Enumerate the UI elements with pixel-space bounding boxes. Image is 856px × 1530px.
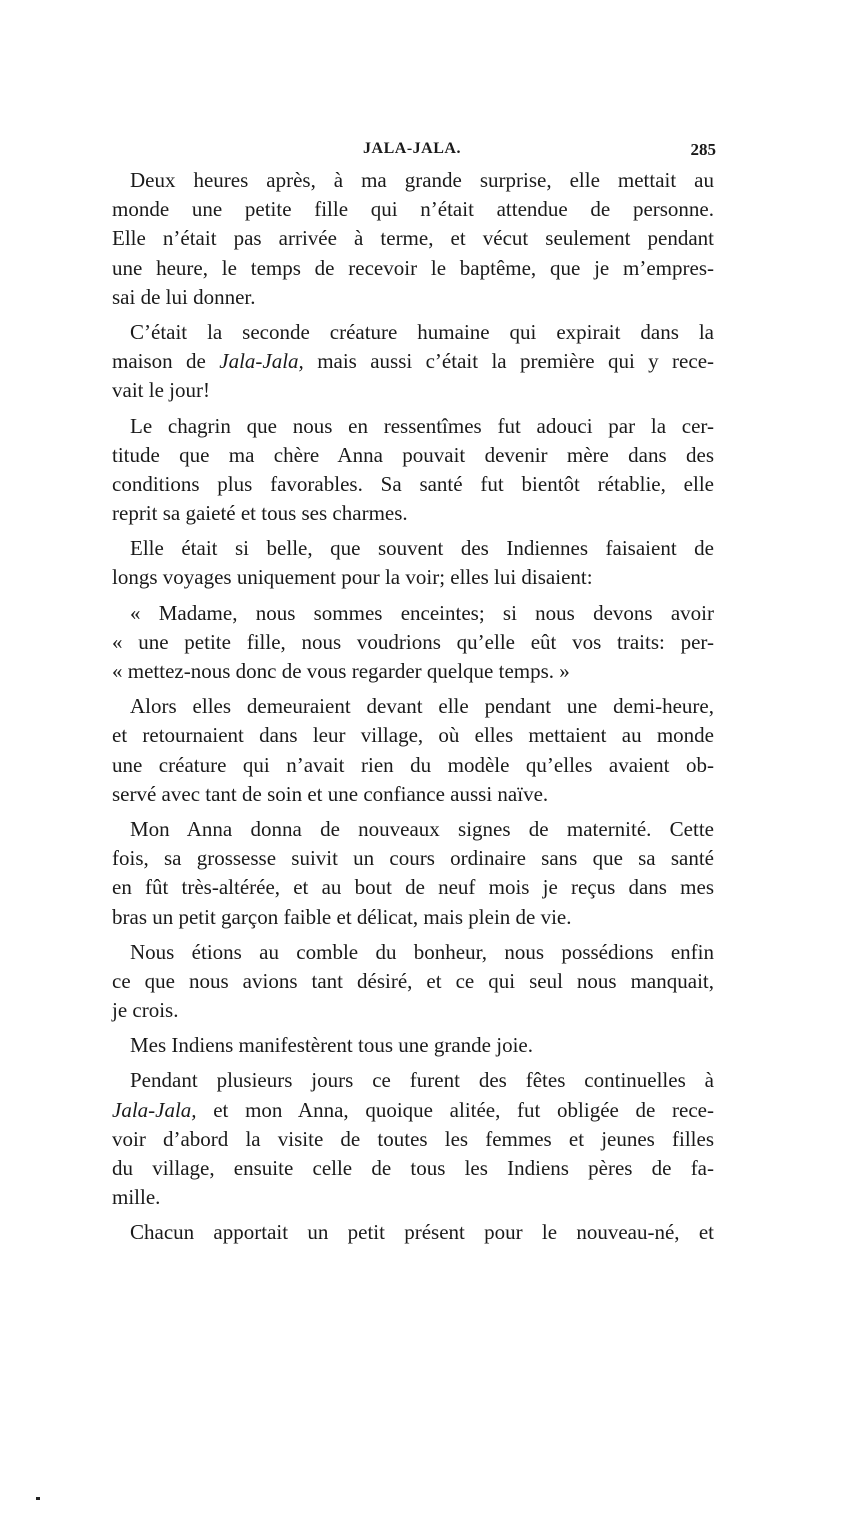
text-line	[112, 628, 714, 657]
text-line	[112, 751, 714, 780]
paragraph	[112, 815, 714, 932]
text-line	[112, 1066, 714, 1095]
text-segment: une heure, le temps de recevoir le baptême, que je m’empres-	[112, 255, 714, 280]
text-segment: maison de	[112, 349, 220, 374]
text-line	[112, 815, 714, 844]
text-segment: voir d’abord la visite de toutes les femmes et jeunes filles	[112, 1126, 714, 1151]
text-segment: « Madame, nous sommes enceintes; si nous devons avoir	[130, 600, 714, 625]
text-line	[112, 692, 714, 721]
text-segment: Mon Anna donna de nouveaux signes de maternité. Cette	[130, 816, 714, 841]
text-line	[112, 283, 714, 312]
text-line	[112, 499, 714, 528]
body-text	[112, 166, 714, 1254]
text-line	[112, 254, 714, 283]
text-segment: longs voyages uniquement pour la voir; elles lui disaient:	[112, 565, 593, 590]
paragraph	[112, 166, 714, 312]
text-segment: servé avec tant de soin et une confiance aussi naïve.	[112, 781, 549, 806]
scan-speck	[36, 1497, 40, 1500]
text-segment: « une petite fille, nous voudrions qu’elle eût vos traits: per-	[112, 629, 714, 654]
text-line	[112, 412, 714, 441]
text-segment: monde une petite fille qui n’était attendue de personne.	[112, 197, 714, 222]
text-line	[112, 563, 714, 592]
text-segment: et retournaient dans leur village, où elles mettaient au monde	[112, 723, 714, 748]
text-line	[112, 1096, 714, 1125]
text-line	[112, 780, 714, 809]
text-line	[112, 1218, 714, 1247]
text-segment: mais aussi c’était la première qui y rece-	[303, 349, 715, 374]
text-segment: Elle n’était pas arrivée à terme, et vécut seulement pendant	[112, 226, 714, 251]
page-header	[112, 140, 716, 166]
text-segment: Chacun apportait un petit présent pour le nouveau-né, et	[130, 1220, 714, 1245]
text-segment: du village, ensuite celle de tous les Indiens pères de fa-	[112, 1156, 714, 1180]
text-segment: une créature qui n’avait rien du modèle qu’elles avaient ob-	[112, 752, 714, 777]
text-segment: reprit sa gaieté et tous ses charmes.	[112, 501, 408, 526]
text-line	[112, 347, 714, 376]
text-segment: Mes Indiens manifestèrent tous une grande joie.	[130, 1033, 533, 1058]
text-line	[112, 873, 714, 902]
paragraph	[112, 692, 714, 809]
text-segment: vait le jour!	[112, 378, 210, 403]
running-title: JALA-JALA.	[363, 140, 461, 157]
text-line	[112, 1125, 714, 1154]
text-line	[112, 195, 714, 224]
paragraph	[112, 1066, 714, 1212]
text-line	[112, 166, 714, 195]
text-segment: fois, sa grossesse suivit un cours ordinaire sans que sa santé	[112, 846, 714, 871]
italic-place-name: Jala-Jala,	[112, 1097, 197, 1122]
paragraph	[112, 534, 714, 592]
text-segment: bras un petit garçon faible et délicat, mais plein de vie.	[112, 904, 572, 929]
text-segment: et mon Anna, quoique alitée, fut obligée de rece-	[196, 1097, 714, 1122]
paragraph	[112, 938, 714, 1026]
text-line	[112, 903, 714, 932]
text-line	[112, 844, 714, 873]
text-segment: en fût très-altérée, et au bout de neuf mois je reçus dans mes	[112, 875, 714, 900]
text-segment: Deux heures après, à ma grande surprise, elle mettait au	[130, 168, 714, 192]
text-line	[112, 996, 714, 1025]
text-line	[112, 1154, 714, 1183]
text-line	[112, 657, 714, 686]
text-segment: ce que nous avions tant désiré, et ce qui seul nous manquait,	[112, 968, 714, 993]
paragraph	[112, 599, 714, 687]
text-line	[112, 1183, 714, 1212]
text-segment: Le chagrin que nous en ressentîmes fut adouci par la cer-	[130, 413, 714, 438]
paragraph	[112, 1031, 714, 1060]
text-line	[112, 224, 714, 253]
text-segment: Elle était si belle, que souvent des Indiennes faisaient de	[130, 536, 714, 561]
text-line	[112, 534, 714, 563]
text-segment: je crois.	[112, 998, 179, 1023]
text-line	[112, 967, 714, 996]
text-segment: « mettez-nous donc de vous regarder quelque temps. »	[112, 659, 570, 683]
paragraph	[112, 412, 714, 529]
text-line	[112, 938, 714, 967]
text-line	[112, 470, 714, 499]
text-segment: Alors elles demeuraient devant elle pendant une demi-heure,	[130, 694, 714, 719]
italic-place-name: Jala-Jala,	[219, 349, 304, 374]
page-number: 285	[690, 140, 716, 159]
text-line	[112, 441, 714, 470]
text-segment: Nous étions au comble du bonheur, nous possédions enfin	[130, 939, 714, 964]
paragraph	[112, 1218, 714, 1247]
text-line	[112, 318, 714, 347]
text-segment: Pendant plusieurs jours ce furent des fêtes continuelles à	[130, 1068, 714, 1093]
paragraph	[112, 318, 714, 406]
text-line	[112, 599, 714, 628]
text-segment: titude que ma chère Anna pouvait devenir mère dans des	[112, 442, 714, 467]
text-segment: C’était la seconde créature humaine qui expirait dans la	[130, 319, 714, 344]
text-line	[112, 1031, 714, 1060]
text-segment: sai de lui donner.	[112, 284, 256, 309]
text-line	[112, 376, 714, 405]
text-segment: conditions plus favorables. Sa santé fut bientôt rétablie, elle	[112, 471, 714, 496]
text-segment: mille.	[112, 1185, 161, 1210]
text-line	[112, 721, 714, 750]
